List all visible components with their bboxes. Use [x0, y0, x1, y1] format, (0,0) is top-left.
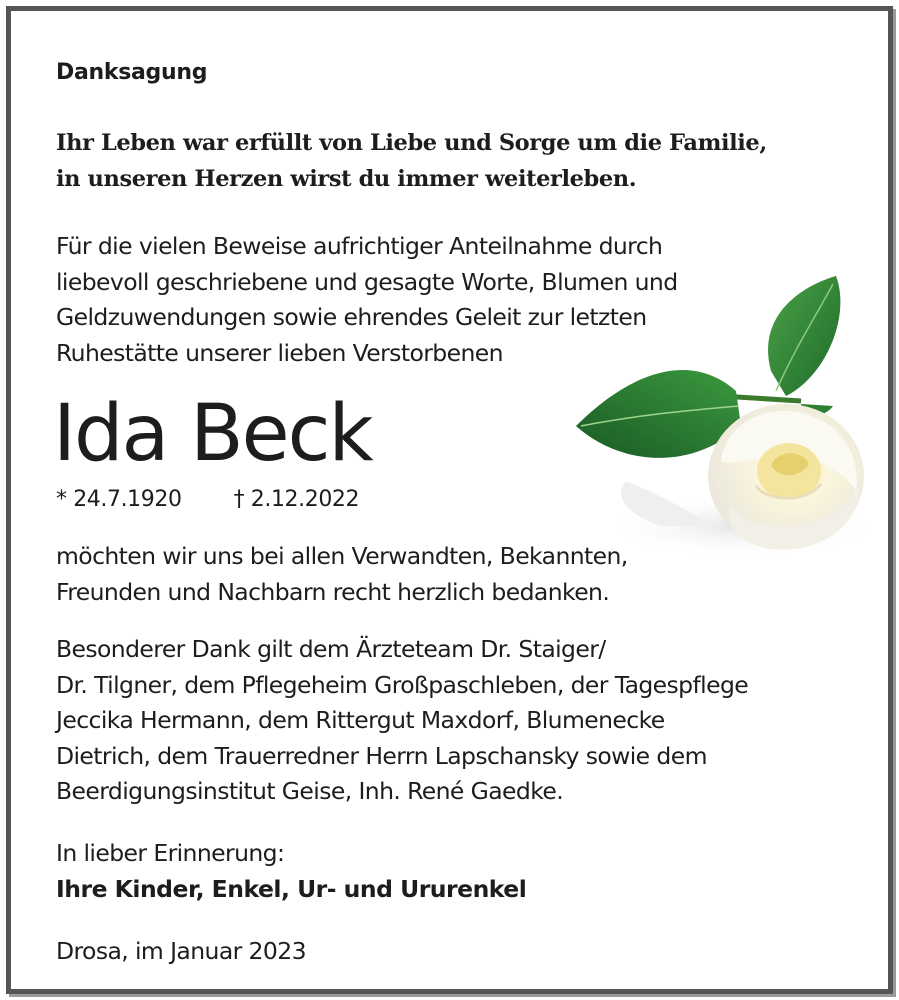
motto	[56, 125, 876, 197]
intro-line: Ruhestätte unserer lieben Verstorbenen	[56, 338, 503, 367]
remembrance-block	[56, 836, 526, 907]
special-thanks-line: Dietrich, dem Trauerredner Herrn Lapschansky sowie dem	[56, 741, 707, 770]
death-date: † 2.12.2022	[233, 487, 360, 512]
special-thanks-line: Beerdigungsinstitut Geise, Inh. René Gaedke.	[56, 777, 564, 805]
deceased-name: Ida Beck	[53, 389, 372, 479]
signature-family: Ihre Kinder, Enkel, Ur- und Ururenkel	[56, 874, 527, 903]
remembrance-label: In lieber Erinnerung:	[56, 839, 285, 867]
thanks-paragraph	[56, 539, 628, 610]
notice-frame	[6, 6, 893, 994]
special-thanks-line: Jeccika Hermann, dem Rittergut Maxdorf, Blumenecke	[56, 706, 665, 734]
notice-heading: Danksagung	[56, 60, 208, 85]
intro-line: Geldzuwendungen sowie ehrendes Geleit zur letzten	[56, 303, 647, 331]
notice-content	[11, 11, 888, 989]
special-thanks-line: Besonderer Dank gilt dem Ärzteteam Dr. Staiger/	[56, 635, 606, 663]
special-thanks-line: Dr. Tilgner, dem Pflegeheim Großpaschleben, der Tagespflege	[56, 670, 749, 699]
special-thanks-paragraph	[56, 632, 748, 810]
intro-line: liebevoll geschriebene und gesagte Worte, Blumen und	[56, 267, 678, 296]
life-dates	[56, 485, 359, 515]
motto-line: in unseren Herzen wirst du immer weiterleben.	[56, 166, 637, 192]
motto-line: Ihr Leben war erfüllt von Liebe und Sorge um die Familie,	[56, 130, 767, 156]
birth-date: * 24.7.1920	[56, 487, 182, 512]
place-date: Drosa, im Januar 2023	[56, 937, 306, 965]
intro-line: Für die vielen Beweise aufrichtiger Anteilnahme durch	[56, 232, 663, 260]
white-rose-icon	[571, 276, 871, 566]
thanks-line: möchten wir uns bei allen Verwandten, Bekannten,	[56, 542, 628, 570]
thanks-line: Freunden und Nachbarn recht herzlich bedanken.	[56, 577, 610, 606]
